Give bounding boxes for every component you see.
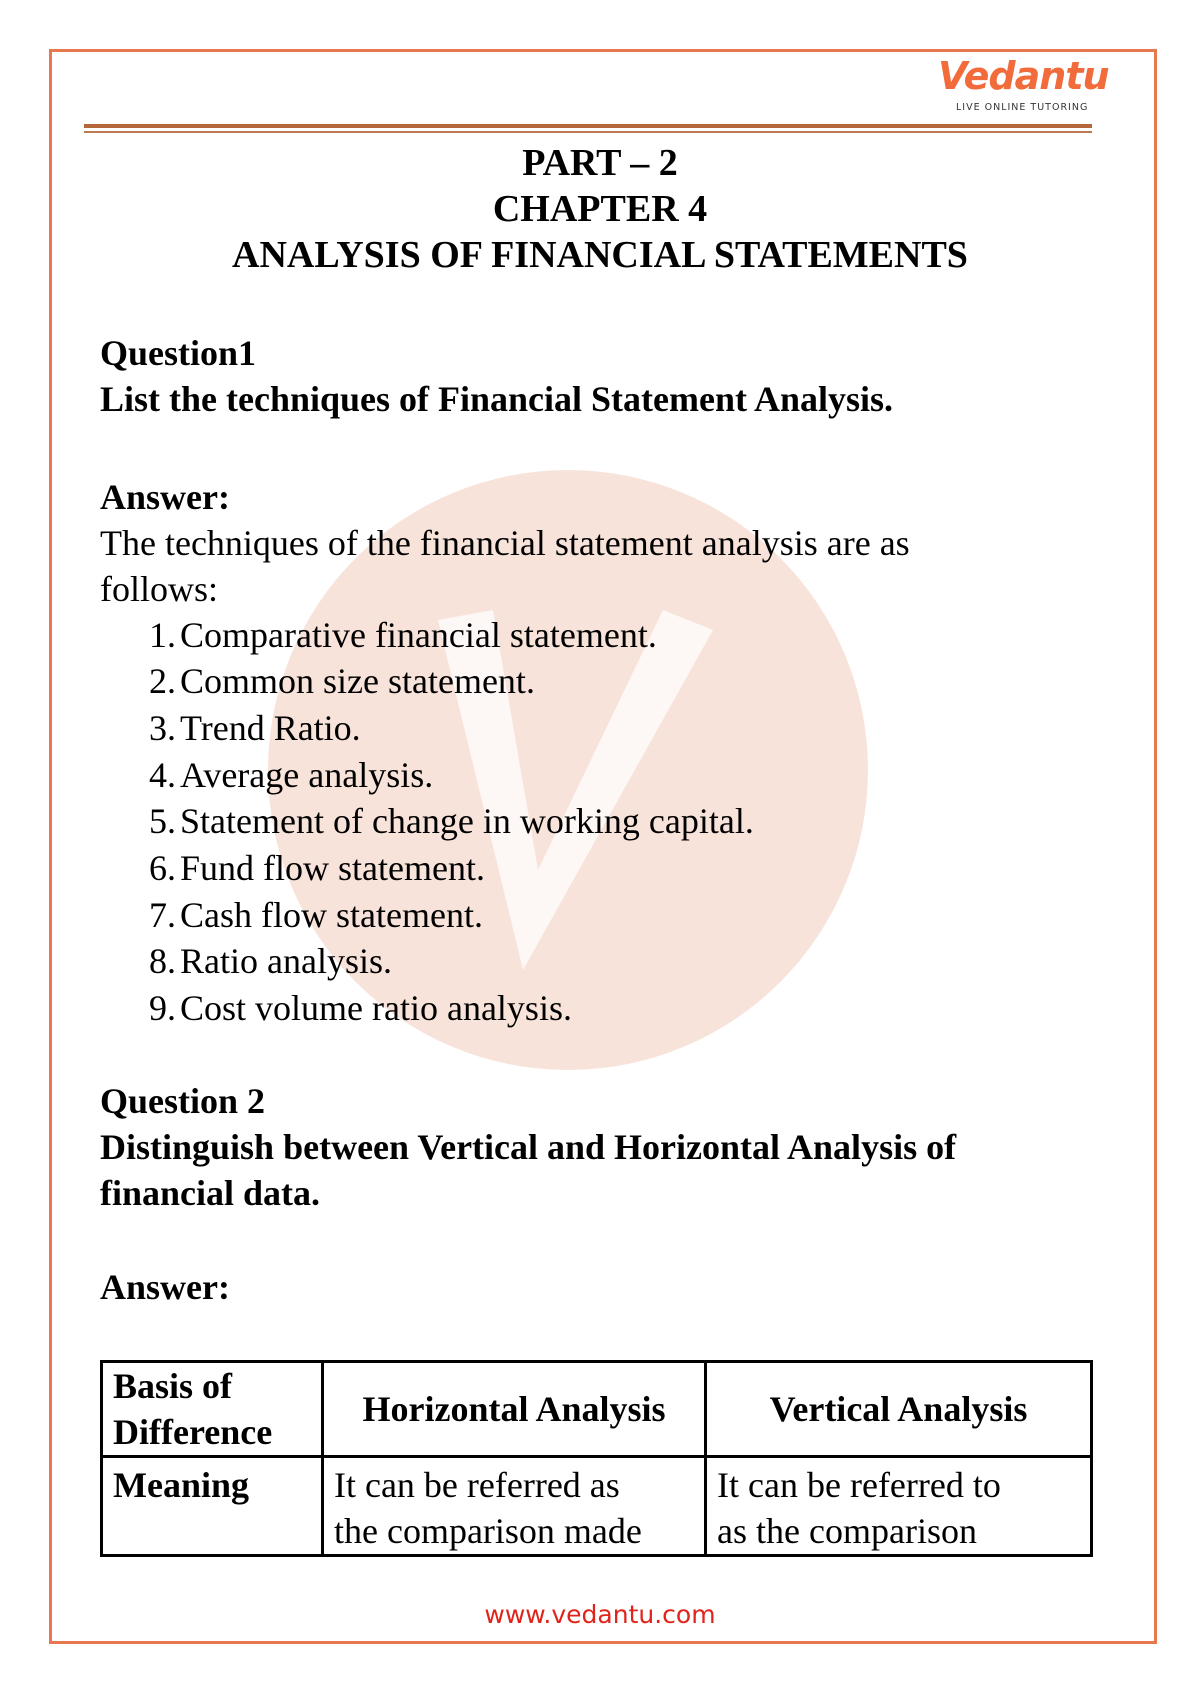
answer-1-label: Answer: <box>100 477 230 517</box>
list-item: 1. Comparative financial statement. <box>149 615 657 655</box>
question-1-text: List the techniques of Financial Statement Analysis. <box>100 379 894 419</box>
comparison-table <box>100 1360 1093 1557</box>
cell-basis: Meaning <box>102 1457 323 1556</box>
question-2-text: Distinguish between Vertical and Horizontal Analysis of <box>100 1127 957 1167</box>
cell-horizontal: It can be referred as the comparison made <box>322 1457 705 1556</box>
question-1-label: Question1 <box>100 333 257 373</box>
question-2-label: Question 2 <box>100 1081 266 1121</box>
list-item: 2. Common size statement. <box>149 661 535 701</box>
table-row <box>102 1457 1092 1556</box>
header-rule-thin <box>84 131 1092 133</box>
header-rule <box>84 124 1092 128</box>
answer-2-label: Answer: <box>100 1267 230 1307</box>
header-horizontal: Horizontal Analysis <box>322 1362 705 1457</box>
list-item: 4. Average analysis. <box>149 755 434 795</box>
part-heading: PART – 2 <box>522 142 678 184</box>
header-basis: Basis of Difference <box>102 1362 323 1457</box>
table-header-row <box>102 1362 1092 1457</box>
list-item: 9. Cost volume ratio analysis. <box>149 988 572 1028</box>
list-item: 5. Statement of change in working capital. <box>149 801 754 841</box>
list-item: 8. Ratio analysis. <box>149 941 392 981</box>
page-title: ANALYSIS OF FINANCIAL STATEMENTS <box>232 234 968 276</box>
logo-wordmark: Vedantu <box>938 54 1109 98</box>
footer-link[interactable]: www.vedantu.com <box>484 1600 716 1629</box>
list-item: 3. Trend Ratio. <box>149 708 361 748</box>
list-item: 7. Cash flow statement. <box>149 895 483 935</box>
cell-vertical: It can be referred to as the comparison <box>706 1457 1092 1556</box>
vedantu-logo <box>938 54 1109 114</box>
logo-tagline: LIVE ONLINE TUTORING <box>956 102 1089 113</box>
question-2-text-cont: financial data. <box>100 1173 321 1213</box>
chapter-heading: CHAPTER 4 <box>492 188 708 230</box>
answer-1-intro: The techniques of the financial statement analysis are as <box>100 523 910 563</box>
answer-1-intro-cont: follows: <box>100 569 219 609</box>
list-item: 6. Fund flow statement. <box>149 848 485 888</box>
header-vertical: Vertical Analysis <box>706 1362 1092 1457</box>
